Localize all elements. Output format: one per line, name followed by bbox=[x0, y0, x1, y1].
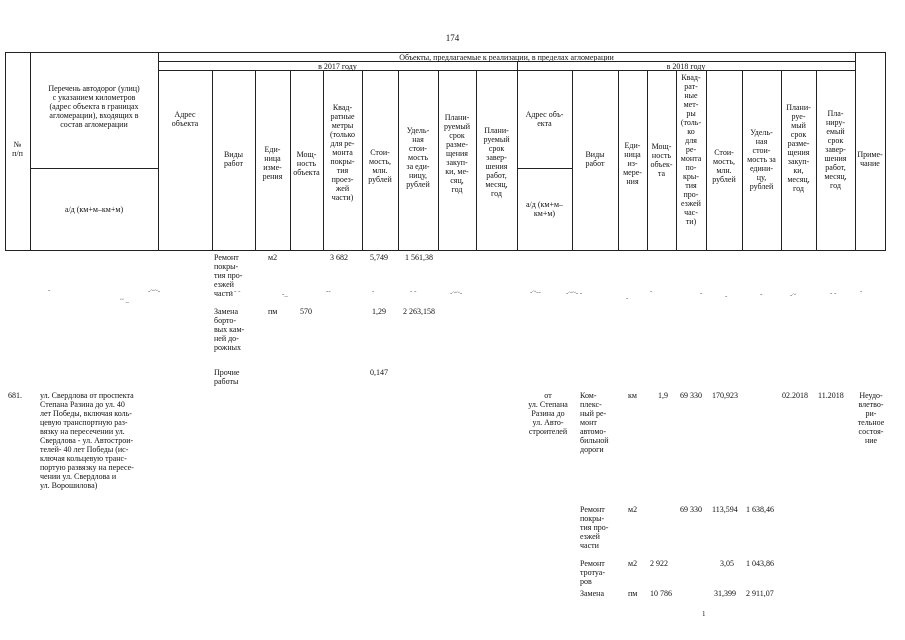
row681-power: 1,9 bbox=[658, 391, 668, 400]
h2017-area: Квад- ратные метры (только для ре- монта покры- тия проез- жей части) bbox=[329, 103, 356, 202]
h2018-cost: Стои- мость, млн. рублей bbox=[712, 148, 736, 184]
header-note: Приме- чание bbox=[857, 150, 883, 168]
header-road-list-sub: а/д (км+м–км+м) bbox=[64, 205, 124, 214]
row2018-0-unit: м2 bbox=[628, 505, 638, 514]
h2017-cost: Стои- мость, млн. рублей bbox=[368, 148, 392, 184]
row2018-1-works: Ремонт тротуа- ров bbox=[580, 559, 605, 586]
row2017-0-area: 3 682 bbox=[330, 253, 348, 262]
row2017-0-unit: м2 bbox=[268, 253, 278, 262]
header-num: № п/п bbox=[12, 140, 23, 158]
row2018-1-cost: 3,05 bbox=[720, 559, 734, 568]
row2018-0-cost: 113,594 bbox=[712, 505, 738, 514]
row2017-1-unit-cost: 2 263,158 bbox=[403, 307, 435, 316]
row2018-1-unit-cost: 1 043,86 bbox=[746, 559, 774, 568]
row681-note: Неудо- влетво- ри- тельное состоя- ние bbox=[857, 391, 885, 445]
row2018-2-unit: пм bbox=[628, 589, 638, 598]
row2017-1-unit: пм bbox=[268, 307, 278, 316]
row2018-2-unit-cost: 2 911,07 bbox=[746, 589, 774, 598]
row2018-0-area: 69 330 bbox=[680, 505, 702, 514]
row2017-0-cost: 5,749 bbox=[370, 253, 388, 262]
row2017-1-cost: 1,29 bbox=[372, 307, 386, 316]
h2018-address: Адрес объ- екта bbox=[525, 110, 564, 128]
row2018-1-unit: м2 bbox=[628, 559, 638, 568]
row681-address-2018: от ул. Степана Разина до ул. Авто- строителей bbox=[528, 391, 568, 436]
h2018-unit-cost: Удель- ная стои- мость за едини- цу, рублей bbox=[747, 128, 776, 191]
h2017-address: Адрес объекта bbox=[171, 110, 199, 128]
h2018-plan-procurement: Плани- руе- мый срок разме- щения закуп- ки, месяц, год bbox=[786, 103, 811, 193]
row2018-1-power: 2 922 bbox=[650, 559, 668, 568]
row2018-2-cost: 31,399 bbox=[714, 589, 736, 598]
row2017-0-unit-cost: 1 561,38 bbox=[405, 253, 433, 262]
row2018-0-works: Ремонт покры- тия про- езжей части bbox=[580, 505, 609, 550]
h2017-unit-cost: Удель- ная стои- мость за еди- ницу, рублей bbox=[406, 126, 430, 189]
row2018-2-power: 10 786 bbox=[650, 589, 672, 598]
h2017-plan-procurement: Плани- руемый срок разме- щения закуп- ки, ме- сяц, год bbox=[443, 113, 471, 194]
h2018-area: Квад- рат- ные мет- ры (толь- ко для ре- монта по- кры- тия про- езжей час- ти) bbox=[680, 73, 702, 226]
row681-plan-end: 11.2018 bbox=[818, 391, 844, 400]
h2018-power: Мощ- ность объек- та bbox=[650, 142, 673, 178]
header-road-list: Перечень автодорог (улиц) с указанием километров (адрес объекта в границах агломерации), входящих в состав агломерации bbox=[48, 84, 140, 129]
header-objects-group: Объекты, предлагаемые к реализации, в пределах агломерации bbox=[399, 53, 614, 62]
h2017-plan-end: Плани- руемый срок завер- шения работ, месяц, год bbox=[483, 126, 510, 198]
row681-unit: км bbox=[628, 391, 637, 400]
h2018-plan-end: Пла- ниру- емый срок завер- шения работ, месяц, год bbox=[824, 109, 847, 190]
header-year-2018: в 2018 году bbox=[666, 62, 706, 71]
header-year-2017: в 2017 году bbox=[318, 62, 357, 71]
footer-mark: 1 bbox=[702, 610, 706, 618]
row2017-2-cost: 0,147 bbox=[370, 368, 388, 377]
row2017-1-works: Замена борто- вых кам- ней до- рожных bbox=[214, 307, 245, 352]
row681-road-name: ул. Свердлова от проспекта Степана Разина до ул. 40 лет Победы, включая коль- цевую транспортную раз- вязку на пересечении ул. Свердлова - ул. Автострои- телей- 40 лет Победы (ис- ключая кольцевую транс- портую развязку на пересе- чении ул. Свердлова и ул. Ворошилова) bbox=[40, 391, 134, 490]
h2018-works: Виды работ bbox=[585, 150, 605, 168]
row2017-0-works: Ремонт покры- тия про- езжей части bbox=[214, 253, 243, 298]
h2017-power: Мощ- ность объекта bbox=[293, 150, 320, 177]
h2018-address-sub: а/д (км+м– км+м) bbox=[525, 200, 564, 218]
h2017-unit: Еди- ница изме- рения bbox=[262, 145, 283, 181]
row2017-1-power: 570 bbox=[300, 307, 312, 316]
row2017-2-works: Прочие работы bbox=[214, 368, 240, 386]
row681-works: Ком- плекс- ный ре- монт автомо- бильной дороги bbox=[580, 391, 609, 454]
row2018-0-unit-cost: 1 638,46 bbox=[746, 505, 774, 514]
row681-area: 69 330 bbox=[680, 391, 702, 400]
h2017-works: Виды работ bbox=[223, 150, 244, 168]
row681-cost: 170,923 bbox=[712, 391, 738, 400]
row681-num: 681. bbox=[8, 391, 22, 400]
row681-plan-procurement: 02.2018 bbox=[782, 391, 808, 400]
page-number: 174 bbox=[445, 33, 460, 43]
row2018-2-works: Замена bbox=[580, 589, 605, 598]
h2018-unit: Еди- ница из- мере- ния bbox=[623, 141, 642, 186]
